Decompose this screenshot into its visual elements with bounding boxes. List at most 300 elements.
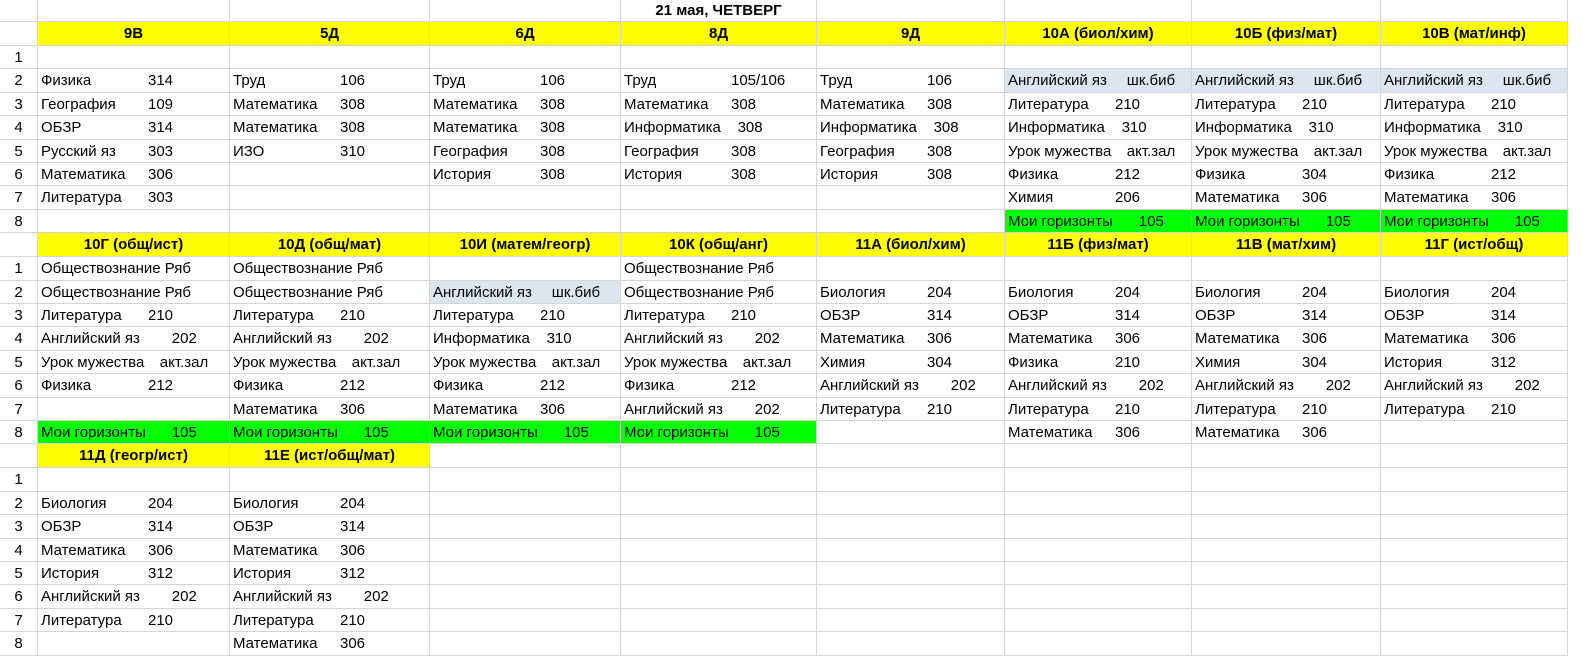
lesson-cell[interactable] (1005, 468, 1192, 491)
period-number[interactable]: 2 (0, 281, 38, 304)
lesson-cell[interactable] (38, 46, 230, 69)
lesson-cell[interactable] (230, 304, 430, 327)
subject-name: Обществознание Ряб (41, 260, 192, 278)
lesson-cell[interactable] (621, 140, 817, 163)
lesson-cell[interactable] (817, 304, 1005, 327)
lesson-cell[interactable] (1005, 539, 1192, 562)
lesson-cell[interactable] (1005, 492, 1192, 515)
lesson-cell[interactable] (817, 140, 1005, 163)
lesson-cell[interactable] (430, 93, 621, 116)
lesson-cell[interactable] (230, 93, 430, 116)
subject-name: Английский яз (1008, 72, 1107, 90)
subject-name: Урок мужества (433, 353, 537, 371)
lesson-cell[interactable] (817, 374, 1005, 397)
lesson-cell[interactable] (1381, 539, 1568, 562)
row-number-cell[interactable] (0, 22, 38, 46)
lesson-cell[interactable] (621, 515, 817, 538)
lesson-cell[interactable] (230, 210, 430, 233)
subject-name: Английский яз (624, 400, 723, 418)
lesson-cell[interactable] (1381, 140, 1568, 163)
period-number[interactable]: 2 (0, 69, 38, 92)
lesson-cell[interactable] (38, 116, 230, 139)
subject-name: Английский яз (233, 588, 332, 606)
class-header[interactable]: 11Г (ист/общ) (1381, 233, 1568, 257)
class-header[interactable]: 6Д (430, 22, 621, 46)
lesson-cell[interactable] (430, 304, 621, 327)
lesson-cell[interactable] (1381, 186, 1568, 209)
lesson-cell[interactable] (230, 163, 430, 186)
period-number[interactable]: 1 (0, 46, 38, 69)
lesson-cell[interactable] (817, 351, 1005, 374)
lesson-cell[interactable] (38, 492, 230, 515)
lesson-cell[interactable] (1381, 304, 1568, 327)
lesson-cell[interactable] (38, 304, 230, 327)
lesson-cell[interactable] (817, 585, 1005, 608)
lesson-cell[interactable] (430, 327, 621, 350)
period-number[interactable]: 3 (0, 93, 38, 116)
lesson-cell[interactable] (1192, 186, 1381, 209)
lesson-cell[interactable] (230, 46, 430, 69)
lesson-cell[interactable] (817, 632, 1005, 655)
lesson-cell[interactable] (1005, 257, 1192, 280)
grid-cell[interactable] (1192, 0, 1381, 22)
lesson-cell[interactable] (1005, 609, 1192, 632)
subject-name: Литература (820, 400, 901, 418)
lesson-cell[interactable] (1192, 492, 1381, 515)
lesson-cell[interactable] (430, 186, 621, 209)
lesson-cell[interactable] (621, 351, 817, 374)
period-number[interactable]: 2 (0, 492, 38, 515)
lesson-cell[interactable] (230, 327, 430, 350)
lesson-cell[interactable] (1192, 304, 1381, 327)
class-header[interactable]: 5Д (230, 22, 430, 46)
lesson-cell[interactable] (1005, 562, 1192, 585)
lesson-cell[interactable] (817, 398, 1005, 421)
subject-name: Математика (433, 400, 518, 418)
lesson-cell[interactable] (817, 609, 1005, 632)
period-number[interactable]: 8 (0, 421, 38, 444)
subject-name: Труд (624, 72, 657, 90)
lesson-cell[interactable] (1381, 492, 1568, 515)
class-header[interactable]: 10А (биол/хим) (1005, 22, 1192, 46)
lesson-cell[interactable] (817, 69, 1005, 92)
lesson-cell[interactable] (1381, 257, 1568, 280)
subject-name: Литература (233, 307, 314, 324)
row-number-cell[interactable] (0, 233, 38, 257)
lesson-cell[interactable] (1192, 140, 1381, 163)
lesson-cell[interactable] (230, 632, 430, 655)
class-header[interactable]: 10И (матем/геогр) (430, 233, 621, 257)
lesson-cell[interactable] (1381, 398, 1568, 421)
grid-cell[interactable] (430, 0, 621, 22)
lesson-cell[interactable] (1005, 374, 1192, 397)
period-number[interactable]: 7 (0, 398, 38, 421)
lesson-cell[interactable] (1005, 281, 1192, 304)
lesson-cell[interactable] (38, 93, 230, 116)
lesson-cell[interactable] (230, 515, 430, 538)
lesson-cell[interactable] (430, 492, 621, 515)
lesson-cell[interactable] (230, 374, 430, 397)
lesson-cell[interactable] (230, 351, 430, 374)
room-number: 204 (1302, 283, 1328, 301)
lesson-cell[interactable] (430, 421, 621, 444)
lesson-cell[interactable] (1381, 374, 1568, 397)
lesson-cell[interactable] (1192, 327, 1381, 350)
lesson-cell[interactable] (1381, 46, 1568, 69)
lesson-cell[interactable] (1192, 468, 1381, 491)
lesson-cell[interactable] (1381, 210, 1568, 233)
grid-cell[interactable] (0, 0, 38, 22)
lesson-cell[interactable] (1381, 351, 1568, 374)
lesson-cell[interactable] (1005, 163, 1192, 186)
lesson-cell[interactable] (1381, 116, 1568, 139)
lesson-cell[interactable] (1192, 351, 1381, 374)
lesson-cell[interactable] (1381, 632, 1568, 655)
room-number: 202 (1138, 377, 1164, 395)
class-header[interactable]: 9Д (817, 22, 1005, 46)
subject-name: Обществознание Ряб (624, 260, 775, 278)
period-number[interactable]: 1 (0, 257, 38, 280)
lesson-cell[interactable] (1005, 116, 1192, 139)
lesson-cell[interactable] (1192, 539, 1381, 562)
period-number[interactable]: 3 (0, 515, 38, 538)
room-number: 308 (731, 142, 757, 160)
lesson-cell[interactable] (1192, 93, 1381, 116)
lesson-cell[interactable] (38, 468, 230, 491)
lesson-cell[interactable] (1005, 186, 1192, 209)
grid-cell[interactable] (817, 0, 1005, 22)
period-number[interactable]: 5 (0, 140, 38, 163)
subject-name: Математика (433, 119, 518, 137)
lesson-cell[interactable] (621, 374, 817, 397)
lesson-cell[interactable] (230, 585, 430, 608)
lesson-cell[interactable] (621, 186, 817, 209)
grid-cell[interactable] (1005, 0, 1192, 22)
lesson-cell[interactable] (430, 140, 621, 163)
lesson-cell[interactable] (621, 421, 817, 444)
lesson-cell[interactable] (817, 186, 1005, 209)
lesson-cell[interactable] (817, 327, 1005, 350)
lesson-cell[interactable] (1005, 398, 1192, 421)
lesson-cell[interactable] (817, 116, 1005, 139)
period-number[interactable]: 6 (0, 585, 38, 608)
lesson-cell[interactable] (1192, 562, 1381, 585)
subject-name: Английский яз (1195, 377, 1294, 395)
lesson-cell[interactable] (1005, 46, 1192, 69)
lesson-cell[interactable] (430, 609, 621, 632)
lesson-cell[interactable] (230, 116, 430, 139)
period-number[interactable]: 3 (0, 304, 38, 327)
lesson-cell[interactable] (1381, 163, 1568, 186)
lesson-cell[interactable] (621, 93, 817, 116)
lesson-cell[interactable] (817, 515, 1005, 538)
lesson-cell[interactable] (230, 186, 430, 209)
lesson-cell[interactable] (38, 351, 230, 374)
lesson-cell[interactable] (1192, 69, 1381, 92)
lesson-cell[interactable] (430, 515, 621, 538)
lesson-cell[interactable] (1381, 93, 1568, 116)
class-header[interactable] (1005, 444, 1192, 468)
room-number: 306 (340, 541, 366, 559)
lesson-cell[interactable] (621, 398, 817, 421)
lesson-cell[interactable] (430, 562, 621, 585)
class-header[interactable]: 10К (общ/анг) (621, 233, 817, 257)
room-number: 212 (340, 377, 366, 395)
lesson-cell[interactable] (1192, 585, 1381, 608)
subject-name: Физика (41, 377, 92, 395)
subject-name: Математика (233, 541, 318, 559)
class-header[interactable]: 10В (мат/инф) (1381, 22, 1568, 46)
class-header[interactable]: 11В (мат/хим) (1192, 233, 1381, 257)
lesson-cell[interactable] (1192, 281, 1381, 304)
lesson-cell[interactable] (38, 632, 230, 655)
grid-cell[interactable] (230, 0, 430, 22)
lesson-cell[interactable] (38, 327, 230, 350)
room-number: 314 (1115, 307, 1141, 324)
lesson-cell[interactable] (38, 398, 230, 421)
lesson-cell[interactable] (621, 257, 817, 280)
lesson-cell[interactable] (1192, 421, 1381, 444)
lesson-cell[interactable] (1381, 421, 1568, 444)
class-header[interactable] (817, 444, 1005, 468)
class-header[interactable]: 8Д (621, 22, 817, 46)
grid-cell[interactable] (621, 0, 817, 22)
lesson-cell[interactable] (817, 539, 1005, 562)
room-number: 106 (540, 72, 566, 90)
class-header[interactable]: 11Е (ист/общ/мат) (230, 444, 430, 468)
lesson-cell[interactable] (1005, 93, 1192, 116)
subject-name: Обществознание Ряб (624, 283, 775, 301)
grid-cell[interactable] (1381, 0, 1568, 22)
class-header[interactable] (430, 444, 621, 468)
lesson-cell[interactable] (1381, 562, 1568, 585)
lesson-cell[interactable] (230, 257, 430, 280)
subject-name: Математика (1384, 189, 1469, 207)
period-number[interactable]: 5 (0, 562, 38, 585)
lesson-cell[interactable] (38, 281, 230, 304)
lesson-cell[interactable] (1005, 304, 1192, 327)
room-number: 202 (1325, 377, 1351, 395)
lesson-cell[interactable] (817, 492, 1005, 515)
lesson-cell[interactable] (1381, 327, 1568, 350)
period-number[interactable]: 4 (0, 116, 38, 139)
lesson-cell[interactable] (817, 46, 1005, 69)
lesson-cell[interactable] (230, 468, 430, 491)
lesson-cell[interactable] (621, 562, 817, 585)
room-number: 306 (1302, 189, 1328, 207)
lesson-cell[interactable] (38, 210, 230, 233)
lesson-cell[interactable] (621, 281, 817, 304)
period-number[interactable]: 8 (0, 210, 38, 233)
lesson-cell[interactable] (621, 46, 817, 69)
period-number[interactable]: 1 (0, 468, 38, 491)
lesson-cell[interactable] (817, 93, 1005, 116)
class-header[interactable] (1381, 444, 1568, 468)
lesson-cell[interactable] (621, 116, 817, 139)
lesson-cell[interactable] (1192, 398, 1381, 421)
lesson-cell[interactable] (38, 585, 230, 608)
period-number[interactable]: 7 (0, 609, 38, 632)
lesson-cell[interactable] (1192, 257, 1381, 280)
subject-name: Английский яз (1384, 377, 1483, 395)
lesson-cell[interactable] (621, 69, 817, 92)
subject-name: Литература (1384, 95, 1465, 113)
lesson-cell[interactable] (817, 562, 1005, 585)
lesson-cell[interactable] (230, 281, 430, 304)
lesson-cell[interactable] (1005, 140, 1192, 163)
lesson-cell[interactable] (1005, 210, 1192, 233)
lesson-cell[interactable] (1381, 468, 1568, 491)
class-header[interactable]: 11Д (геогр/ист) (38, 444, 230, 468)
lesson-cell[interactable] (38, 374, 230, 397)
lesson-cell[interactable] (621, 163, 817, 186)
lesson-cell[interactable] (1381, 609, 1568, 632)
lesson-cell[interactable] (430, 351, 621, 374)
lesson-cell[interactable] (430, 374, 621, 397)
subject-name: Литература (1195, 400, 1276, 418)
lesson-cell[interactable] (230, 140, 430, 163)
lesson-cell[interactable] (817, 257, 1005, 280)
lesson-cell[interactable] (621, 304, 817, 327)
lesson-cell[interactable] (817, 281, 1005, 304)
subject-name: Урок мужества (41, 353, 145, 371)
lesson-cell[interactable] (230, 421, 430, 444)
room-number: шк.биб (1126, 72, 1176, 90)
period-number[interactable]: 7 (0, 186, 38, 209)
lesson-cell[interactable] (1005, 327, 1192, 350)
lesson-cell[interactable] (1192, 116, 1381, 139)
period-number[interactable]: 6 (0, 374, 38, 397)
lesson-cell[interactable] (1192, 210, 1381, 233)
subject-name: Химия (1195, 353, 1241, 371)
class-header[interactable]: 10Б (физ/мат) (1192, 22, 1381, 46)
lesson-cell[interactable] (38, 421, 230, 444)
lesson-cell[interactable] (1005, 351, 1192, 374)
lesson-cell[interactable] (1005, 421, 1192, 444)
lesson-cell[interactable] (817, 468, 1005, 491)
lesson-cell[interactable] (230, 69, 430, 92)
lesson-cell[interactable] (1381, 281, 1568, 304)
subject-name: История (41, 565, 100, 582)
lesson-cell[interactable] (230, 398, 430, 421)
lesson-cell[interactable] (38, 562, 230, 585)
room-number: 204 (148, 494, 174, 512)
subject-name: История (233, 565, 292, 582)
lesson-cell[interactable] (430, 46, 621, 69)
lesson-cell[interactable] (230, 562, 430, 585)
subject-name: Английский яз (41, 588, 140, 606)
room-number: 204 (340, 494, 366, 512)
lesson-cell[interactable] (1192, 163, 1381, 186)
lesson-cell[interactable] (230, 539, 430, 562)
room-number: 314 (340, 518, 366, 536)
period-number[interactable]: 8 (0, 632, 38, 655)
lesson-cell[interactable] (621, 609, 817, 632)
class-header[interactable]: 10Г (общ/ист) (38, 233, 230, 257)
lesson-cell[interactable] (430, 116, 621, 139)
lesson-cell[interactable] (430, 539, 621, 562)
period-number[interactable]: 4 (0, 327, 38, 350)
lesson-cell[interactable] (621, 210, 817, 233)
lesson-cell[interactable] (1192, 609, 1381, 632)
room-number: 308 (737, 119, 763, 137)
lesson-cell[interactable] (621, 468, 817, 491)
lesson-cell[interactable] (1005, 515, 1192, 538)
lesson-cell[interactable] (38, 539, 230, 562)
room-number: 308 (540, 142, 566, 160)
lesson-cell[interactable] (1381, 515, 1568, 538)
grid-cell[interactable] (38, 0, 230, 22)
class-header[interactable]: 10Д (общ/мат) (230, 233, 430, 257)
lesson-cell[interactable] (1192, 515, 1381, 538)
lesson-cell[interactable] (38, 515, 230, 538)
lesson-cell[interactable] (38, 163, 230, 186)
lesson-cell[interactable] (230, 609, 430, 632)
class-header[interactable] (1192, 444, 1381, 468)
period-number[interactable]: 4 (0, 539, 38, 562)
lesson-cell[interactable] (621, 539, 817, 562)
lesson-cell[interactable] (817, 421, 1005, 444)
class-header[interactable]: 11А (биол/хим) (817, 233, 1005, 257)
lesson-cell[interactable] (38, 186, 230, 209)
lesson-cell[interactable] (430, 585, 621, 608)
lesson-cell[interactable] (621, 585, 817, 608)
lesson-cell[interactable] (817, 163, 1005, 186)
room-number: 202 (171, 330, 197, 348)
subject-name: Мои горизонты (1195, 212, 1300, 230)
lesson-cell[interactable] (1005, 69, 1192, 92)
lesson-cell[interactable] (38, 140, 230, 163)
room-number: 210 (148, 307, 174, 324)
class-header[interactable]: 11Б (физ/мат) (1005, 233, 1192, 257)
class-header[interactable] (621, 444, 817, 468)
lesson-cell[interactable] (430, 69, 621, 92)
subject-name: ОБЗР (41, 518, 82, 536)
lesson-cell[interactable] (430, 210, 621, 233)
lesson-cell[interactable] (38, 69, 230, 92)
lesson-cell[interactable] (817, 210, 1005, 233)
period-number[interactable]: 5 (0, 351, 38, 374)
lesson-cell[interactable] (1005, 632, 1192, 655)
lesson-cell[interactable] (230, 492, 430, 515)
class-header[interactable]: 9В (38, 22, 230, 46)
room-number: 308 (927, 142, 953, 160)
lesson-cell[interactable] (430, 257, 621, 280)
row-number-cell[interactable] (0, 444, 38, 468)
lesson-cell[interactable] (430, 632, 621, 655)
subject-name: Обществознание Ряб (41, 283, 192, 301)
lesson-cell[interactable] (1381, 585, 1568, 608)
lesson-cell[interactable] (1192, 632, 1381, 655)
lesson-cell[interactable] (430, 468, 621, 491)
lesson-cell[interactable] (621, 632, 817, 655)
lesson-cell[interactable] (1005, 585, 1192, 608)
room-number: акт.зал (1126, 142, 1176, 160)
lesson-cell[interactable] (430, 163, 621, 186)
lesson-cell[interactable] (621, 492, 817, 515)
room-number: 304 (927, 353, 953, 371)
lesson-cell[interactable] (38, 257, 230, 280)
lesson-cell[interactable] (1381, 69, 1568, 92)
subject-name: Урок мужества (624, 353, 728, 371)
lesson-cell[interactable] (430, 398, 621, 421)
lesson-cell[interactable] (1192, 46, 1381, 69)
lesson-cell[interactable] (38, 609, 230, 632)
lesson-cell[interactable] (621, 327, 817, 350)
lesson-cell[interactable] (1192, 374, 1381, 397)
period-number[interactable]: 6 (0, 163, 38, 186)
lesson-cell[interactable] (430, 281, 621, 304)
